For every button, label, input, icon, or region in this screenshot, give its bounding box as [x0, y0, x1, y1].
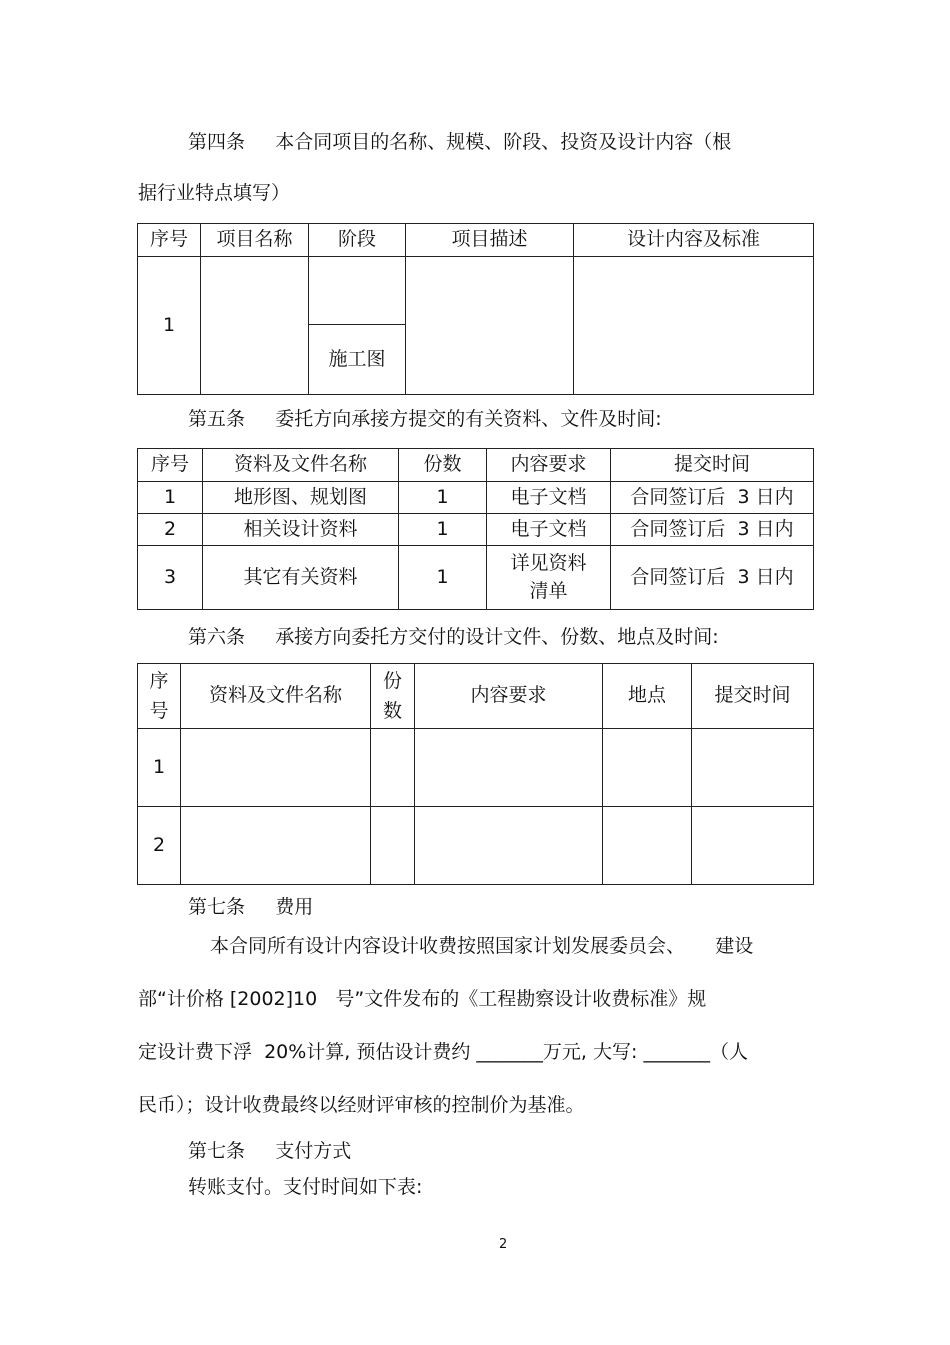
table-cell: 相关设计资料: [203, 514, 399, 546]
header-cell: 地点: [603, 664, 692, 729]
table-cell: [603, 807, 692, 885]
page-number: 2: [499, 1237, 508, 1252]
header-cell: 设计内容及标准: [574, 224, 814, 257]
table-cell: [415, 729, 603, 807]
fee-paragraph-line1: 本合同所有设计内容设计收费按照国家计划发展委员会、 建设: [210, 935, 754, 957]
header-cell: 项目名称: [201, 224, 309, 257]
table-cell: 2: [138, 514, 203, 546]
table-cell: 地形图、规划图: [203, 482, 399, 514]
table-cell: 电子文档: [487, 482, 611, 514]
table-cell: 1: [399, 482, 487, 514]
fee-paragraph-line4: 民币）；设计收费最终以经财评审核的控制价为基准。: [138, 1094, 585, 1116]
header-cell: 内容要求: [415, 664, 603, 729]
table-cell: 1: [138, 729, 181, 807]
table-cell: [692, 807, 814, 885]
payment-article-title: 第七条 支付方式: [188, 1140, 352, 1162]
design-content-cell: [574, 257, 814, 395]
table-cell: 1: [138, 482, 203, 514]
header-cell: 项目描述: [406, 224, 574, 257]
article4-line2: 据行业特点填写）: [138, 182, 291, 204]
article4-line1: 第四条 本合同项目的名称、规模、阶段、投资及设计内容（根: [188, 131, 732, 153]
header-cell: 份数: [399, 449, 487, 482]
project-name-cell: [201, 257, 309, 395]
fee-paragraph-line2: 部“计价格 [2002]10 号”文件发布的《工程勘察设计收费标准》规: [138, 988, 707, 1010]
table-cell: 1: [399, 546, 487, 610]
header-cell: 资料及文件名称: [203, 449, 399, 482]
materials-table: [137, 448, 814, 610]
row-number: 1: [138, 257, 201, 395]
header-cell: 提交时间: [611, 449, 814, 482]
table-cell: [181, 807, 371, 885]
article6-title: 第六条 承接方向委托方交付的设计文件、份数、地点及时间:: [188, 626, 719, 648]
table-cell: [371, 807, 415, 885]
table-cell: [371, 729, 415, 807]
table-cell: 2: [138, 807, 181, 885]
header-cell: 序号: [138, 224, 201, 257]
table-cell: 电子文档: [487, 514, 611, 546]
table-cell: [603, 729, 692, 807]
deliverables-table: [137, 663, 814, 885]
table-cell: [692, 729, 814, 807]
header-cell: 序号: [138, 449, 203, 482]
table-cell: 详见资料 清单: [487, 546, 611, 610]
article7-title: 第七条 费用: [188, 896, 314, 918]
payment-method-text: 转账支付。支付时间如下表:: [188, 1176, 423, 1198]
description-cell: [406, 257, 574, 395]
header-cell: 份 数: [371, 664, 415, 729]
header-cell: 提交时间: [692, 664, 814, 729]
table-cell: [181, 729, 371, 807]
article5-title: 第五条 委托方向承接方提交的有关资料、文件及时间:: [188, 408, 662, 430]
project-table: [137, 223, 814, 395]
table-cell: 3: [138, 546, 203, 610]
table-cell: 合同签订后 3 日内: [611, 546, 814, 610]
table-cell: 合同签订后 3 日内: [611, 482, 814, 514]
header-cell: 资料及文件名称: [181, 664, 371, 729]
header-cell: 阶段: [309, 224, 406, 257]
table-cell: 1: [399, 514, 487, 546]
stage-cell: 施工图: [309, 325, 406, 395]
table-cell: [415, 807, 603, 885]
stage-cell: [309, 257, 406, 325]
header-cell: 内容要求: [487, 449, 611, 482]
table-cell: 合同签订后 3 日内: [611, 514, 814, 546]
fee-paragraph-line3: 定设计费下浮 20%计算, 预估设计费约 _______万元, 大写: _______（人: [138, 1041, 748, 1063]
header-cell: 序 号: [138, 664, 181, 729]
table-cell: 其它有关资料: [203, 546, 399, 610]
